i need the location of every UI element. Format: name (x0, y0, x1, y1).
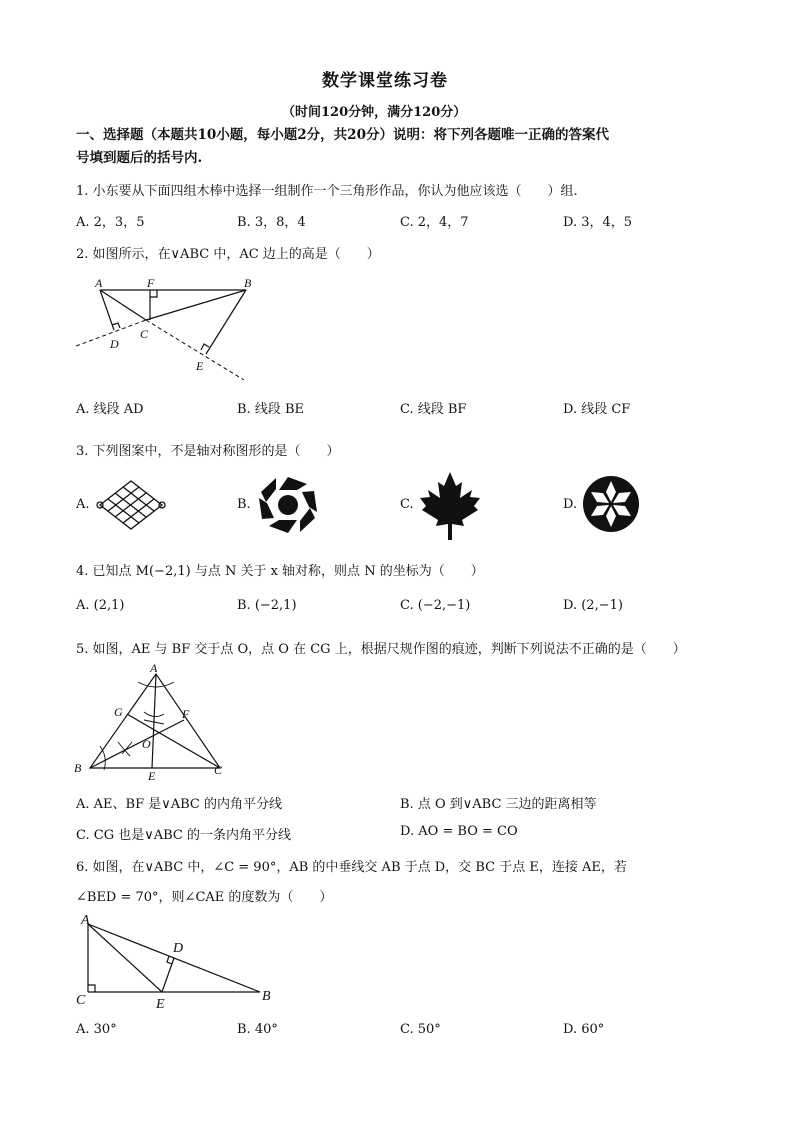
q1-option-a[interactable]: A. 2，3，5 (76, 215, 145, 230)
q6-stem-line2: ∠BED = 70°，则∠CAE 的度数为（ ） (76, 890, 333, 905)
q6-segment-ae (88, 924, 162, 992)
q5-label-f: F (182, 707, 190, 721)
q5-segment-ae (152, 674, 156, 768)
q6-label-e: E (156, 997, 165, 1012)
q3-pattern-c-maple-leaf-icon (418, 470, 482, 542)
q1-option-c[interactable]: C. 2，4，7 (400, 215, 469, 230)
q2-label-b: B (244, 276, 252, 290)
q2-stem: 2. 如图所示，在∨ABC 中，AC 边上的高是（ ） (76, 247, 380, 262)
q2-label-e: E (196, 359, 204, 373)
page-title: 数学课堂练习卷 (322, 71, 448, 91)
q5-label-a: A (150, 662, 158, 675)
q6-option-b[interactable]: B. 40° (237, 1022, 278, 1037)
q4-stem: 4. 已知点 M(−2,1) 与点 N 关于 x 轴对称，则点 N 的坐标为（ ） (76, 564, 484, 579)
q4-option-a[interactable]: A. (2,1) (76, 598, 125, 613)
q3-stem: 3. 下列图案中，不是轴对称图形的是（ ） (76, 444, 340, 459)
q3-pattern-d-snowflake-icon (582, 475, 640, 533)
q5-option-b[interactable]: B. 点 O 到∨ABC 三边的距离相等 (400, 797, 597, 812)
q2-label-f: F (147, 276, 155, 290)
q5-segment-cg (127, 714, 220, 768)
q6-stem-line1: 6. 如图，在∨ABC 中，∠C = 90°，AB 的中垂线交 AB 于点 D，交 BC 于点 E，连接 AE，若 (76, 860, 627, 875)
q3-option-a[interactable]: A. (76, 497, 90, 512)
q6-segment-ed (162, 958, 174, 992)
q5-label-b: B (74, 761, 82, 775)
section-heading-line1: 一、选择题（本题共10小题，每小题2分，共20分）说明：将下列各题唯一正确的答案代 (76, 127, 609, 143)
q5-stem: 5. 如图，AE 与 BF 交于点 O，点 O 在 CG 上，根据尺规作图的痕迹，判断下列说法不正确的是（ ） (76, 642, 686, 657)
q5-label-o: O (142, 737, 151, 751)
q4-option-c[interactable]: C. (−2,−1) (400, 598, 471, 613)
q5-segment-bf (90, 720, 184, 768)
page-subtitle: （时间120分钟，满分120分） (282, 105, 467, 120)
q3-pattern-a-knot-icon (96, 478, 166, 532)
q2-segment-ac (100, 290, 146, 320)
q6-label-c: C (76, 993, 86, 1008)
q6-option-a[interactable]: A. 30° (76, 1022, 117, 1037)
q2-segment-ad (100, 290, 114, 330)
q5-label-c: C (214, 763, 223, 777)
q3-option-b[interactable]: B. (237, 497, 251, 512)
q2-option-b[interactable]: B. 线段 BE (237, 402, 304, 417)
q1-stem: 1. 小东要从下面四组木棒中选择一组制作一个三角形作品，你认为他应该选（ ）组. (76, 184, 578, 199)
q6-label-a: A (81, 913, 90, 928)
q2-label-d: D (110, 337, 119, 351)
q2-figure (70, 270, 260, 385)
q5-figure (70, 662, 235, 780)
q5-option-a[interactable]: A. AE、BF 是∨ABC 的内角平分线 (76, 797, 283, 812)
section-heading (76, 124, 726, 170)
q6-label-d: D (173, 941, 184, 956)
q6-label-b: B (262, 989, 271, 1004)
q2-segment-cb (146, 290, 246, 320)
q2-label-a: A (95, 276, 103, 290)
q1-option-d[interactable]: D. 3，4，5 (563, 215, 633, 230)
q3-option-d[interactable]: D. (563, 497, 578, 512)
q2-right-angle-f (150, 290, 157, 297)
q6-figure (72, 910, 282, 1015)
q3-option-c[interactable]: C. (400, 497, 414, 512)
q5-option-d[interactable]: D. AO = BO = CO (400, 824, 518, 839)
q1-option-b[interactable]: B. 3，8，4 (237, 215, 306, 230)
q6-right-angle-c (88, 985, 95, 992)
q2-extension-ac (146, 320, 244, 380)
q3-pattern-b-rotating-hexagon-icon (257, 476, 319, 534)
q6-option-c[interactable]: C. 50° (400, 1022, 441, 1037)
q2-option-a[interactable]: A. 线段 AD (76, 402, 144, 417)
q4-option-d[interactable]: D. (2,−1) (563, 598, 623, 613)
q2-option-d[interactable]: D. 线段 CF (563, 402, 631, 417)
q4-option-b[interactable]: B. (−2,1) (237, 598, 297, 613)
q2-right-angle-e (201, 344, 209, 350)
q2-option-c[interactable]: C. 线段 BF (400, 402, 467, 417)
q6-option-d[interactable]: D. 60° (563, 1022, 605, 1037)
q5-option-c[interactable]: C. CG 也是∨ABC 的一条内角平分线 (76, 828, 291, 843)
q2-label-c: C (140, 327, 149, 341)
section-heading-line2: 号填到题后的括号内. (76, 150, 203, 166)
q5-arc-b (100, 746, 105, 770)
q5-label-e: E (148, 769, 156, 780)
q5-label-g: G (114, 705, 123, 719)
